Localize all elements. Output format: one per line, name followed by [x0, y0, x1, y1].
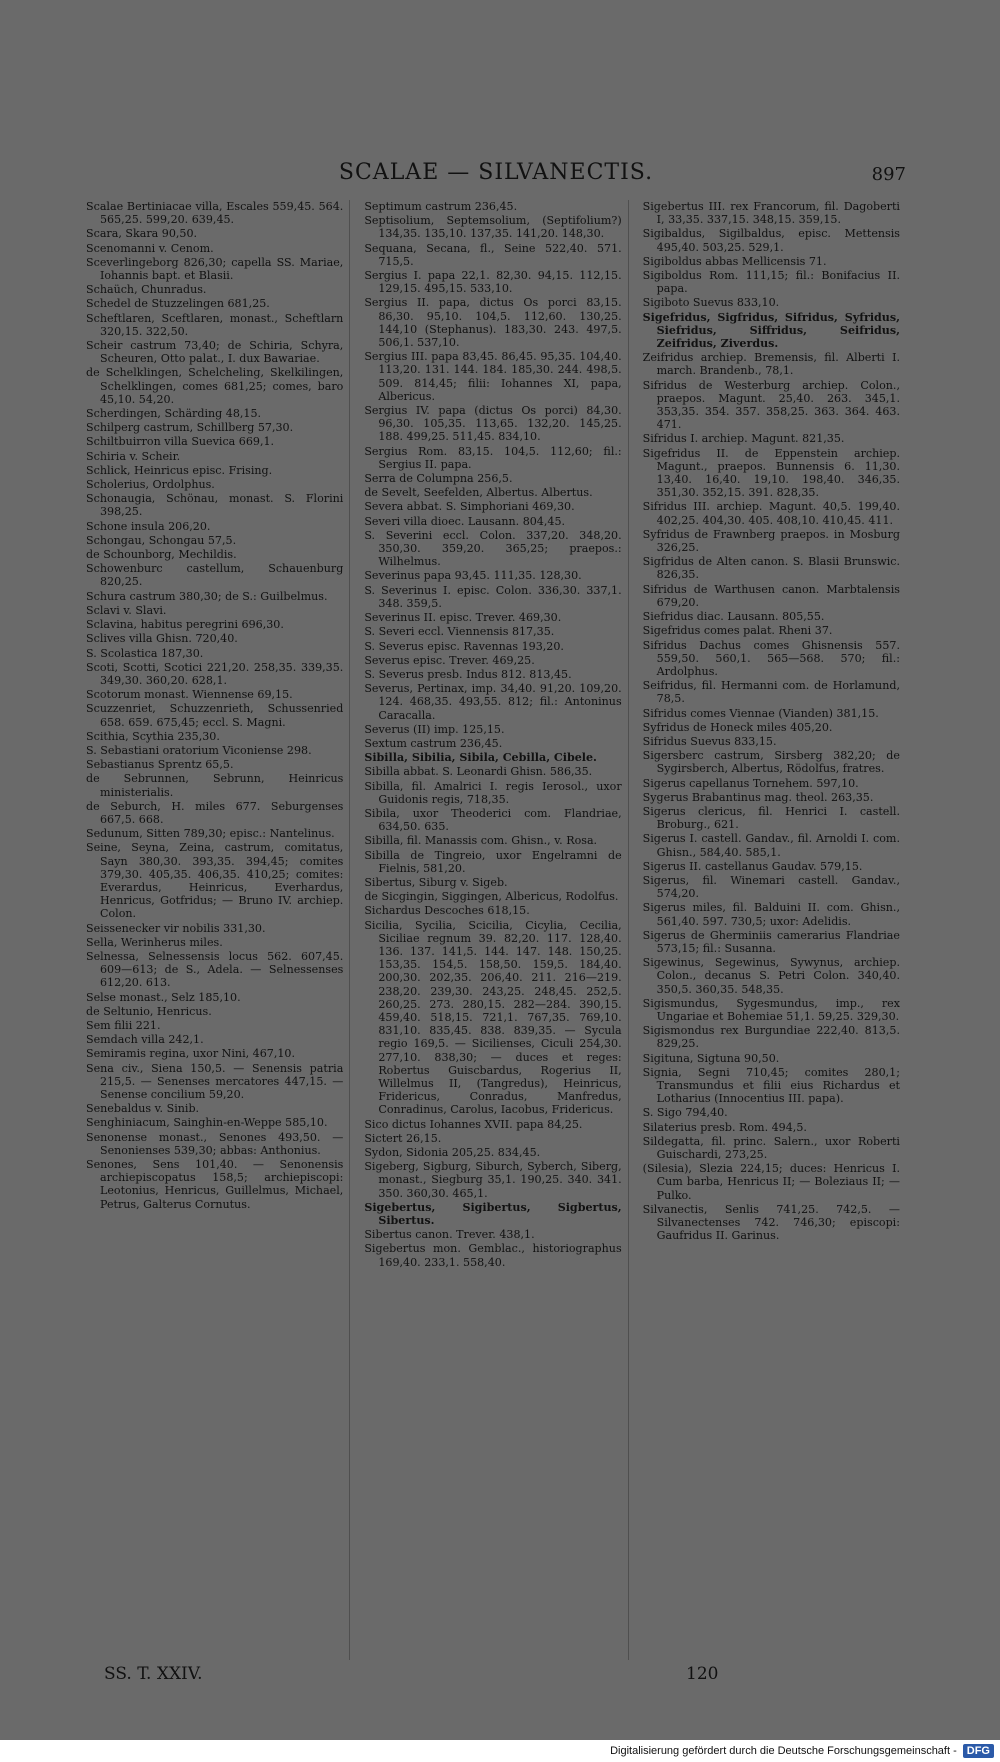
index-entry: Scotorum monast. Wiennense 69,15.: [86, 688, 293, 702]
index-entry: Sifridus I. archiep. Magunt. 821,35.: [642, 432, 845, 446]
index-heading-entry: Sigefridus, Sigfridus, Sifridus, Syfridus, Siefridus, Siffridus, Seifridus, Zeifridus, Ziverdus.: [642, 310, 900, 351]
index-entry: Schaüch, Chunradus.: [86, 283, 207, 297]
index-entry: Sena civ., Siena 150,5. — Senensis patria 215,5. — Senenses mercatores 447,15. — Senense concilium 59,20.: [86, 1061, 344, 1101]
index-entry: Sibertus canon. Trever. 438,1.: [364, 1228, 535, 1242]
index-entry: Semdach villa 242,1.: [86, 1033, 204, 1047]
index-entry: Scholerius, Ordolphus.: [86, 478, 215, 492]
index-entry: Senones, Sens 101,40. — Senonensis archiepiscopatus 158,5; archiepiscopi: Leotonius, Henricus, Guillelmus, Michael, Petrus, Galterus Cornutus.: [86, 1158, 344, 1211]
index-entry: Sifridus comes Viennae (Vianden) 381,15.: [642, 706, 879, 720]
index-entry: Sigerus II. castellanus Gaudav. 579,15.: [642, 859, 863, 873]
index-entry: Sigismundus, Sygesmundus, imp., rex Ungariae et Bohemiae 51,1. 59,25. 329,30.: [642, 996, 900, 1023]
index-entry: Schura castrum 380,30; de S.: Guilbelmus.: [86, 589, 328, 603]
index-entry: Schongau, Schongau 57,5.: [86, 533, 237, 547]
index-entry: Scheir castrum 73,40; de Schiria, Schyra, Scheuren, Otto palat., I. dux Bawariae.: [86, 339, 344, 366]
index-entry: Sigefridus comes palat. Rheni 37.: [642, 624, 833, 638]
index-entry: Sifridus III. archiep. Magunt. 40,5. 199,40. 402,25. 404,30. 405. 408,10. 410,45. 411.: [642, 500, 900, 527]
index-entry: Sergius I. papa 22,1. 82,30. 94,15. 112,15. 129,15. 495,15. 533,10.: [364, 269, 622, 296]
index-entry: Scenomanni v. Cenom.: [86, 241, 214, 255]
index-entry: Severus (II) imp. 125,15.: [364, 722, 505, 736]
index-entry: Septisolium, Septemsolium, (Septifolium?) 134,35. 135,10. 137,35. 141,20. 148,30.: [364, 214, 622, 241]
index-entry: Senghiniacum, Sainghin-en-Weppe 585,10.: [86, 1116, 328, 1130]
index-entry: S. Sigo 794,40.: [642, 1106, 728, 1120]
index-entry: Sigiboldus Rom. 111,15; fil.: Bonifacius II. papa.: [642, 269, 900, 296]
index-entry: de Sebrunnen, Sebrunn, Heinricus ministerialis.: [86, 772, 344, 799]
index-entry: Sigebertus mon. Gemblac., historiographus 169,40. 233,1. 558,40.: [364, 1242, 622, 1269]
index-entry: S. Severini eccl. Colon. 337,20. 348,20. 350,30. 359,20. 365,25; praepos.: Wilhelmus.: [364, 528, 622, 569]
index-entry: Sigerus I. castell. Gandav., fil. Arnoldi I. com. Ghisn., 584,40. 585,1.: [642, 832, 900, 859]
sheet-number: 120: [686, 1664, 719, 1684]
index-entry: Sigerus miles, fil. Balduini II. com. Ghisn., 561,40. 597. 730,5; uxor: Adelidis.: [642, 901, 900, 928]
index-entry: Signia, Segni 710,45; comites 280,1; Transmundus et filii eius Richardus et Lotharius (Innocentius III. papa).: [642, 1065, 900, 1106]
index-entry: Sigeberg, Sigburg, Siburch, Syberch, Siberg, monast., Siegburg 35,1. 190,25. 340. 341. 350. 360,30. 465,1.: [364, 1160, 622, 1200]
index-entry: Siefridus diac. Lausann. 805,55.: [642, 610, 825, 624]
index-entry: Serra de Columpna 256,5.: [364, 472, 513, 486]
index-entry: Sem filii 221.: [86, 1018, 161, 1032]
index-entry: Severus episc. Trever. 469,25.: [364, 653, 535, 667]
index-entry: Schiltbuirron villa Suevica 669,1.: [86, 435, 275, 449]
index-entry: Sergius IV. papa (dictus Os porci) 84,30. 96,30. 105,35. 113,65. 132,20. 145,25. 188. 499,25. 511,45. 834,10.: [364, 404, 622, 444]
index-entry: de Schounborg, Mechildis.: [86, 548, 237, 562]
index-entry: Schowenburc castellum, Schauenburg 820,25.: [86, 562, 344, 589]
index-entry: Sigiboldus abbas Mellicensis 71.: [642, 254, 827, 268]
index-entry: S. Severi eccl. Viennensis 817,35.: [364, 625, 555, 639]
index-entry: Scithia, Scythia 235,30.: [86, 729, 220, 743]
index-entry: Sebastianus Sprentz 65,5.: [86, 758, 234, 772]
index-column-3: [643, 200, 906, 1660]
index-entry: Selnessa, Selnessensis locus 562. 607,45. 609—613; de S., Adela. — Selnessenses 612,20. 613.: [86, 949, 344, 990]
index-entry: Syfridus de Honeck miles 405,20.: [642, 720, 833, 734]
index-column-1: [86, 200, 350, 1660]
index-entry: Sigfridus de Alten canon. S. Blasii Brunswic. 826,35.: [642, 555, 900, 582]
index-entry: S. Severus episc. Ravennas 193,20.: [364, 639, 564, 653]
index-entry: Sifridus de Warthusen canon. Marbtalensis 679,20.: [642, 582, 900, 609]
index-entry: Scherdingen, Schärding 48,15.: [86, 407, 262, 421]
index-entry: de Seltunio, Henricus.: [86, 1004, 212, 1018]
index-entry: de Seburch, H. miles 677. Seburgenses 667,5. 668.: [86, 799, 344, 826]
page-title: SCALAE — SILVANECTIS.: [338, 160, 654, 185]
index-entry: Sibilla abbat. S. Leonardi Ghisn. 586,35.: [364, 765, 593, 779]
volume-signature: SS. T. XXIV.: [104, 1664, 203, 1684]
index-entry: Sibertus, Siburg v. Sigeb.: [364, 875, 508, 889]
index-entry: Sella, Werinherus miles.: [86, 935, 223, 949]
index-entry: Sextum castrum 236,45.: [364, 736, 503, 750]
index-entry: Selse monast., Selz 185,10.: [86, 990, 241, 1004]
index-entry: Severinus II. episc. Trever. 469,30.: [364, 611, 562, 625]
index-entry: Sceverlingeborg 826,30; capella SS. Mariae, Iohannis bapt. et Blasii.: [86, 255, 344, 283]
index-entry: Sydon, Sidonia 205,25. 834,45.: [364, 1146, 541, 1160]
index-entry: S. Sebastiani oratorium Viconiense 298.: [86, 743, 312, 757]
index-entry: Sildegatta, fil. princ. Salern., uxor Roberti Guischardi, 273,25.: [642, 1134, 900, 1162]
index-entry: Sclives villa Ghisn. 720,40.: [86, 632, 238, 646]
index-heading-entry: Sigebertus, Sigibertus, Sigbertus, Sibertus.: [364, 1200, 622, 1228]
register-page: [86, 150, 906, 1735]
index-entry: Severi villa dioec. Lausann. 804,45.: [364, 514, 566, 528]
index-entry: Scheftlaren, Sceftlaren, monast., Scheftlarn 320,15. 322,50.: [86, 311, 344, 338]
index-entry: de Sicgingin, Siggingen, Albericus, Rodolfus.: [364, 890, 619, 904]
index-entry: Sergius Rom. 83,15. 104,5. 112,60; fil.: Sergius II. papa.: [364, 444, 622, 471]
index-entry: de Schelklingen, Schelcheling, Skelkilingen, Schelklingen, comes 681,25; comes, baro 45,10. 54,20.: [86, 366, 344, 406]
digitization-banner: [0, 1740, 1000, 1762]
index-entry: Sigituna, Sigtuna 90,50.: [642, 1051, 780, 1065]
index-entry: Sedunum, Sitten 789,30; episc.: Nantelinus.: [86, 827, 335, 841]
index-entry: Sichardus Descoches 618,15.: [364, 904, 530, 918]
index-entry: Septimum castrum 236,45.: [364, 200, 518, 213]
index-entry: Sigewinus, Segewinus, Sywynus, archiep. Colon., decanus S. Petri Colon. 340,40. 350,5. 360,35. 548,35.: [642, 956, 900, 996]
index-entry: Sigiboto Suevus 833,10.: [642, 296, 780, 310]
index-entry: Sclavi v. Slavi.: [86, 603, 167, 617]
banner-text: Digitalisierung gefördert durch die Deutsche Forschungsgemeinschaft -: [610, 1745, 957, 1757]
index-entry: S. Severus presb. Indus 812. 813,45.: [364, 667, 572, 681]
index-entry: Sifridus Suevus 833,15.: [642, 734, 777, 748]
index-entry: Senonense monast., Senones 493,50. — Senonienses 539,30; abbas: Anthonius.: [86, 1130, 344, 1157]
index-entry: Sigerus clericus, fil. Henrici I. castell. Broburg., 621.: [642, 804, 900, 832]
index-entry: Scalae Bertiniacae villa, Escales 559,45. 564. 565,25. 599,20. 639,45.: [86, 200, 344, 227]
index-entry: Scara, Skara 90,50.: [86, 227, 198, 241]
index-entry: Sigersberc castrum, Sirsberg 382,20; de Sygirsberch, Albertus, Rödolfus, fratres.: [642, 749, 900, 776]
index-entry: Schonaugia, Schönau, monast. S. Florini 398,25.: [86, 492, 344, 519]
index-entry: Zeifridus archiep. Bremensis, fil. Alberti I. march. Brandenb., 78,1.: [642, 351, 900, 378]
index-entry: Sigebertus III. rex Francorum, fil. Dagoberti I, 33,35. 337,15. 348,15. 359,15.: [642, 200, 900, 227]
index-entry: Schiria v. Scheir.: [86, 449, 181, 463]
index-entry: Syfridus de Frawnberg praepos. in Mosburg 326,25.: [642, 527, 900, 555]
index-entry: Seine, Seyna, Zeina, castrum, comitatus, Sayn 380,30. 393,35. 394,45; comites 379,30. 405,35. 406,35. 410,25; comites: Everardus, Heinricus, Everhardus, Henricus, Gotfridus; — Bruno IV. archiep. Colon.: [86, 841, 344, 921]
index-heading-entry: Sibilla, Sibilia, Sibila, Cebilla, Cibele.: [364, 751, 597, 765]
index-columns: [86, 200, 906, 1660]
index-entry: S. Scolastica 187,30.: [86, 646, 204, 660]
index-entry: Sictert 26,15.: [364, 1131, 442, 1145]
index-entry: Sibila, uxor Theoderici com. Flandriae, 634,50. 635.: [364, 806, 622, 834]
index-entry: Schedel de Stuzzelingen 681,25.: [86, 297, 270, 311]
page-number: 897: [871, 164, 906, 185]
index-entry: de Sevelt, Seefelden, Albertus. Albertus.: [364, 486, 593, 500]
index-entry: Senebaldus v. Sinib.: [86, 1102, 200, 1116]
index-entry: Sigibaldus, Sigilbaldus, episc. Mettensis 495,40. 503,25. 529,1.: [642, 227, 900, 254]
index-entry: Semiramis regina, uxor Nini, 467,10.: [86, 1047, 296, 1061]
index-column-2: [364, 200, 628, 1660]
index-entry: Schilperg castrum, Schillberg 57,30.: [86, 421, 294, 435]
index-entry: Sigerus, fil. Winemari castell. Gandav., 574,20.: [642, 873, 900, 901]
index-entry: Silvanectis, Senlis 741,25. 742,5. — Silvanectenses 742. 746,30; episcopi: Gaufridus II. Garinus.: [642, 1202, 900, 1243]
index-entry: S. Severinus I. episc. Colon. 336,30. 337,1. 348. 359,5.: [364, 583, 622, 610]
index-entry: Schone insula 206,20.: [86, 519, 211, 533]
index-entry: Sergius II. papa, dictus Os porci 83,15. 86,30. 95,10. 104,5. 112,60. 130,25. 144,10 (Stephanus). 183,30. 243. 497,5. 506,1. 537,10.: [364, 296, 622, 350]
index-entry: Sigerus capellanus Tornehem. 597,10.: [642, 776, 859, 790]
index-entry: Sico dictus Iohannes XVII. papa 84,25.: [364, 1117, 583, 1131]
index-entry: Sibilla, fil. Amalrici I. regis Ierosol., uxor Guidonis regis, 718,35.: [364, 779, 622, 806]
index-entry: Sergius III. papa 83,45. 86,45. 95,35. 104,40. 113,20. 131. 144. 184. 185,30. 244. 498,5. 509. 814,45; filii: Iohannes XI, papa, Albericus.: [364, 350, 622, 403]
index-entry: Seifridus, fil. Hermanni com. de Horlamund, 78,5.: [642, 679, 900, 706]
index-entry: Silaterius presb. Rom. 494,5.: [642, 1120, 807, 1134]
index-entry: Sigismondus rex Burgundiae 222,40. 813,5. 829,25.: [642, 1024, 900, 1051]
index-entry: Scuzzenriet, Schuzzenrieth, Schussenried 658. 659. 675,45; eccl. S. Magni.: [86, 702, 344, 729]
index-entry: Severus, Pertinax, imp. 34,40. 91,20. 109,20. 124. 468,35. 493,55. 812; fil.: Antoninus Caracalla.: [364, 682, 622, 722]
index-entry: Sicilia, Sycilia, Scicilia, Cicylia, Cecilia, Siciliae regnum 39. 82,20. 117. 128,40. 136. 137. 141,5. 144. 147. 148. 150,25. 153,35. 154,5. 158,50. 159,5. 184,40. 200,30. 202,35. 206,40. 211. 216—219. 238,20. 239,30. 243,25. 248,45. 252,5. 260,25. 273. 280,15. 282—284. 390,15. 459,40. 518,15. 721,1. 767,35. 769,10. 831,10. 835,45. 838. 839,35. — Sycula regio 169,5. — Sicilienses, Ciculi 254,30. 277,10. 838,30; — duces et reges: Robertus Guiscbardus, Rogerius II, Willelmus II, (Tangredus), Heinricus, Fridericus, Conradus, Manfredus, Conradinus, Carolus, Iacobus, Fridericus.: [364, 918, 622, 1117]
index-entry: Sibilla de Tingreio, uxor Engelramni de Fielnis, 581,20.: [364, 848, 622, 875]
index-entry: Sibilla, fil. Manassis com. Ghisn., v. Rosa.: [364, 834, 598, 848]
index-entry: Sifridus Dachus comes Ghisnensis 557. 559,50. 560,1. 565—568. 570; fil.: Ardolphus.: [642, 638, 900, 678]
index-entry: Sclavina, habitus peregrini 696,30.: [86, 618, 284, 632]
index-entry: Sigefridus II. de Eppenstein archiep. Magunt., praepos. Bunnensis 6. 11,30. 13,40. 16,40. 19,10. 198,40. 346,35. 351,30. 352,15. 391. 828,35.: [642, 446, 900, 500]
index-entry: Severinus papa 93,45. 111,35. 128,30.: [364, 569, 582, 583]
index-entry: Schlick, Heinricus episc. Frising.: [86, 463, 273, 477]
index-entry: Seissenecker vir nobilis 331,30.: [86, 921, 266, 935]
index-entry: Sifridus de Westerburg archiep. Colon., praepos. Magunt. 25,40. 263. 345,1. 353,35. 354. 357. 358,25. 363. 364. 463. 471.: [642, 378, 900, 432]
index-entry: Severa abbat. S. Simphoriani 469,30.: [364, 500, 575, 514]
index-entry: (Silesia), Slezia 224,15; duces: Henricus I. Cum barba, Henricus II; — Boleziaus II; — Pulko.: [642, 1162, 900, 1202]
index-entry: Sygerus Brabantinus mag. theol. 263,35.: [642, 790, 874, 804]
index-entry: Scoti, Scotti, Scotici 221,20. 258,35. 339,35. 349,30. 360,20. 628,1.: [86, 660, 344, 687]
dfg-logo: DFG: [963, 1744, 994, 1758]
index-entry: Sequana, Secana, fl., Seine 522,40. 571. 715,5.: [364, 241, 622, 268]
index-entry: Sigerus de Gherminiis camerarius Flandriae 573,15; fil.: Susanna.: [642, 928, 900, 955]
